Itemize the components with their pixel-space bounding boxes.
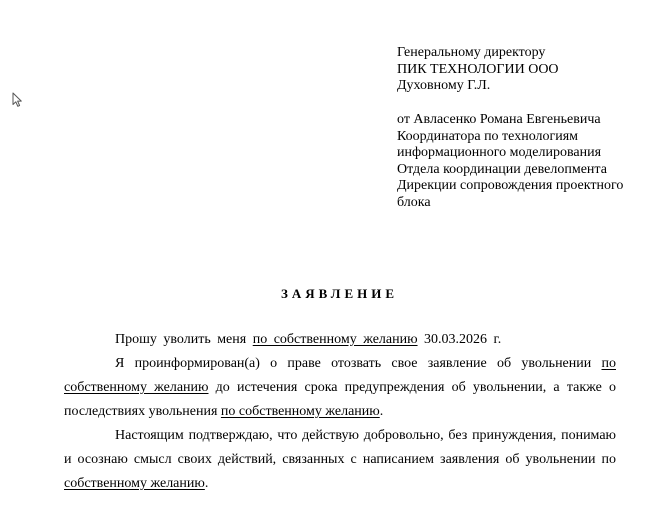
confirmation-reason: собственному желанию bbox=[64, 476, 205, 491]
sender-department: Отдела координации девелопмента bbox=[397, 161, 607, 177]
sender-directorate-cont: блока bbox=[397, 194, 431, 210]
sender-block bbox=[397, 112, 647, 211]
sender-directorate: Дирекции сопровождения проектного bbox=[397, 178, 624, 193]
informed-reason-2: по собственному желанию bbox=[220, 404, 380, 419]
informed-part1: Я проинформирован(а) о праве отозвать свое заявление об увольнении bbox=[115, 356, 602, 371]
paragraph-informed bbox=[64, 352, 616, 424]
informed-part3: . bbox=[379, 404, 384, 419]
informed-reason-1: по собственному желанию bbox=[64, 356, 616, 395]
request-reason: по собственному желанию bbox=[252, 332, 418, 347]
sender-position: Координатора по технологиям bbox=[397, 128, 579, 144]
paragraph-confirmation bbox=[64, 424, 616, 496]
request-date: 30.03.2026 г. bbox=[417, 332, 502, 347]
mouse-pointer-icon bbox=[12, 92, 24, 108]
addressee-company: ПИК ТЕХНОЛОГИИ ООО bbox=[397, 61, 559, 77]
addressee-name: Духовному Г.Л. bbox=[397, 78, 491, 93]
sender-name: от Авласенко Романа Евгеньевича bbox=[397, 112, 601, 127]
paragraph-request bbox=[64, 328, 616, 352]
document-body bbox=[64, 328, 616, 496]
addressee-block bbox=[397, 45, 647, 95]
addressee-position: Генеральному директору bbox=[397, 45, 546, 60]
informed-part2: до истечения срока предупреждения об увольнении, а также о последствиях увольнения bbox=[64, 380, 616, 419]
request-lead: Прошу уволить меня bbox=[115, 332, 253, 347]
sender-position-cont: информационного моделирования bbox=[397, 145, 602, 160]
document-title: ЗАЯВЛЕНИЕ bbox=[280, 286, 399, 301]
confirmation-part1: Настоящим подтверждаю, что действую добровольно, без принуждения, понимаю и осознаю смысл своих действий, связанных с написанием заявления об увольнении по bbox=[64, 428, 616, 467]
confirmation-part2: . bbox=[204, 476, 209, 491]
